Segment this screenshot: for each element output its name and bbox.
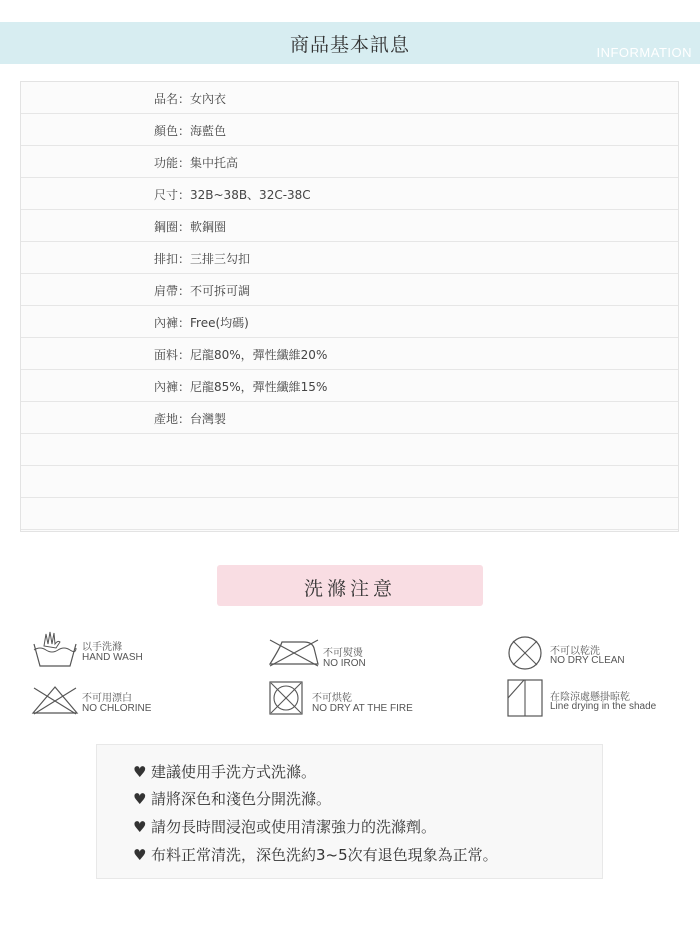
wash-title: 洗滌注意 bbox=[303, 578, 396, 600]
care-label-en: NO IRON bbox=[323, 658, 366, 669]
care-label-en: NO CHLORINE bbox=[82, 703, 152, 714]
tip-item bbox=[133, 844, 498, 865]
page-subtitle: INFORMATION bbox=[596, 45, 692, 60]
care-no-chlorine bbox=[30, 684, 230, 718]
care-no-dry-clean bbox=[506, 634, 696, 672]
care-label-zh: 在陰涼處懸掛晾乾 bbox=[550, 692, 630, 703]
info-row bbox=[21, 306, 678, 338]
tip-text: 請勿長時間浸泡或使用清潔強力的洗滌劑。 bbox=[151, 818, 437, 836]
care-label-zh: 不可以乾洗 bbox=[550, 646, 600, 657]
care-no-iron bbox=[268, 638, 468, 672]
info-row bbox=[21, 274, 678, 306]
care-no-tumble-dry bbox=[268, 680, 468, 718]
info-panty-fabric: 內褲：尼龍85%，彈性纖維15% bbox=[154, 380, 328, 394]
page-title: 商品基本訊息 bbox=[289, 34, 410, 56]
info-row bbox=[21, 210, 678, 242]
no-tumble-dry-icon bbox=[268, 680, 304, 716]
tip-text: 請將深色和淺色分開洗滌。 bbox=[151, 790, 332, 808]
info-row bbox=[21, 370, 678, 402]
no-dry-clean-icon bbox=[506, 634, 544, 672]
info-row bbox=[21, 498, 678, 530]
no-iron-icon bbox=[268, 638, 320, 668]
heart-icon: ♥ bbox=[133, 763, 147, 781]
info-panty: 內褲：Free(均碼) bbox=[154, 316, 249, 330]
info-row bbox=[21, 434, 678, 466]
hand-wash-icon bbox=[30, 630, 78, 670]
info-hooks: 排扣：三排三勾扣 bbox=[154, 252, 251, 266]
tip-item bbox=[133, 761, 316, 782]
care-label-zh: 不可用漂白 bbox=[82, 693, 132, 704]
care-line-dry-shade bbox=[506, 678, 696, 718]
info-fabric: 面料：尼龍80%，彈性纖維20% bbox=[154, 348, 328, 362]
info-row bbox=[21, 146, 678, 178]
care-label-zh: 不可熨燙 bbox=[323, 648, 363, 659]
info-wire: 鋼圈：軟鋼圈 bbox=[154, 220, 227, 234]
care-hand-wash bbox=[30, 630, 230, 670]
care-label-zh: 不可烘乾 bbox=[312, 693, 352, 704]
info-row bbox=[21, 242, 678, 274]
heart-icon: ♥ bbox=[133, 790, 147, 808]
tip-item bbox=[133, 788, 331, 809]
info-origin: 產地：台灣製 bbox=[154, 412, 227, 426]
care-label-zh: 以手洗滌 bbox=[82, 642, 122, 653]
heart-icon: ♥ bbox=[133, 818, 147, 836]
info-size: 尺寸：32B~38B、32C-38C bbox=[154, 188, 311, 202]
care-label-en: NO DRY AT THE FIRE bbox=[312, 703, 413, 714]
info-row bbox=[21, 82, 678, 114]
no-chlorine-icon bbox=[30, 684, 80, 716]
info-function: 功能：集中托高 bbox=[154, 156, 239, 170]
info-color: 顏色：海藍色 bbox=[154, 124, 227, 138]
tip-text: 布料正常清洗，深色洗約3~5次有退色現象為正常。 bbox=[151, 846, 498, 864]
heart-icon: ♥ bbox=[133, 846, 147, 864]
tip-text: 建議使用手洗方式洗滌。 bbox=[151, 763, 317, 781]
tip-item bbox=[133, 816, 436, 837]
info-name: 品名：女內衣 bbox=[154, 92, 227, 106]
line-dry-shade-icon bbox=[506, 678, 544, 718]
care-label-en: HAND WASH bbox=[82, 652, 143, 663]
info-row bbox=[21, 402, 678, 434]
info-row bbox=[21, 178, 678, 210]
product-info-table bbox=[20, 81, 679, 532]
info-row bbox=[21, 466, 678, 498]
care-label-en: Line drying in the shade bbox=[550, 701, 657, 712]
info-row bbox=[21, 338, 678, 370]
care-tips-box bbox=[96, 744, 603, 879]
info-row bbox=[21, 114, 678, 146]
care-label-en: NO DRY CLEAN bbox=[550, 655, 625, 666]
info-straps: 肩帶：不可拆可調 bbox=[154, 284, 251, 298]
